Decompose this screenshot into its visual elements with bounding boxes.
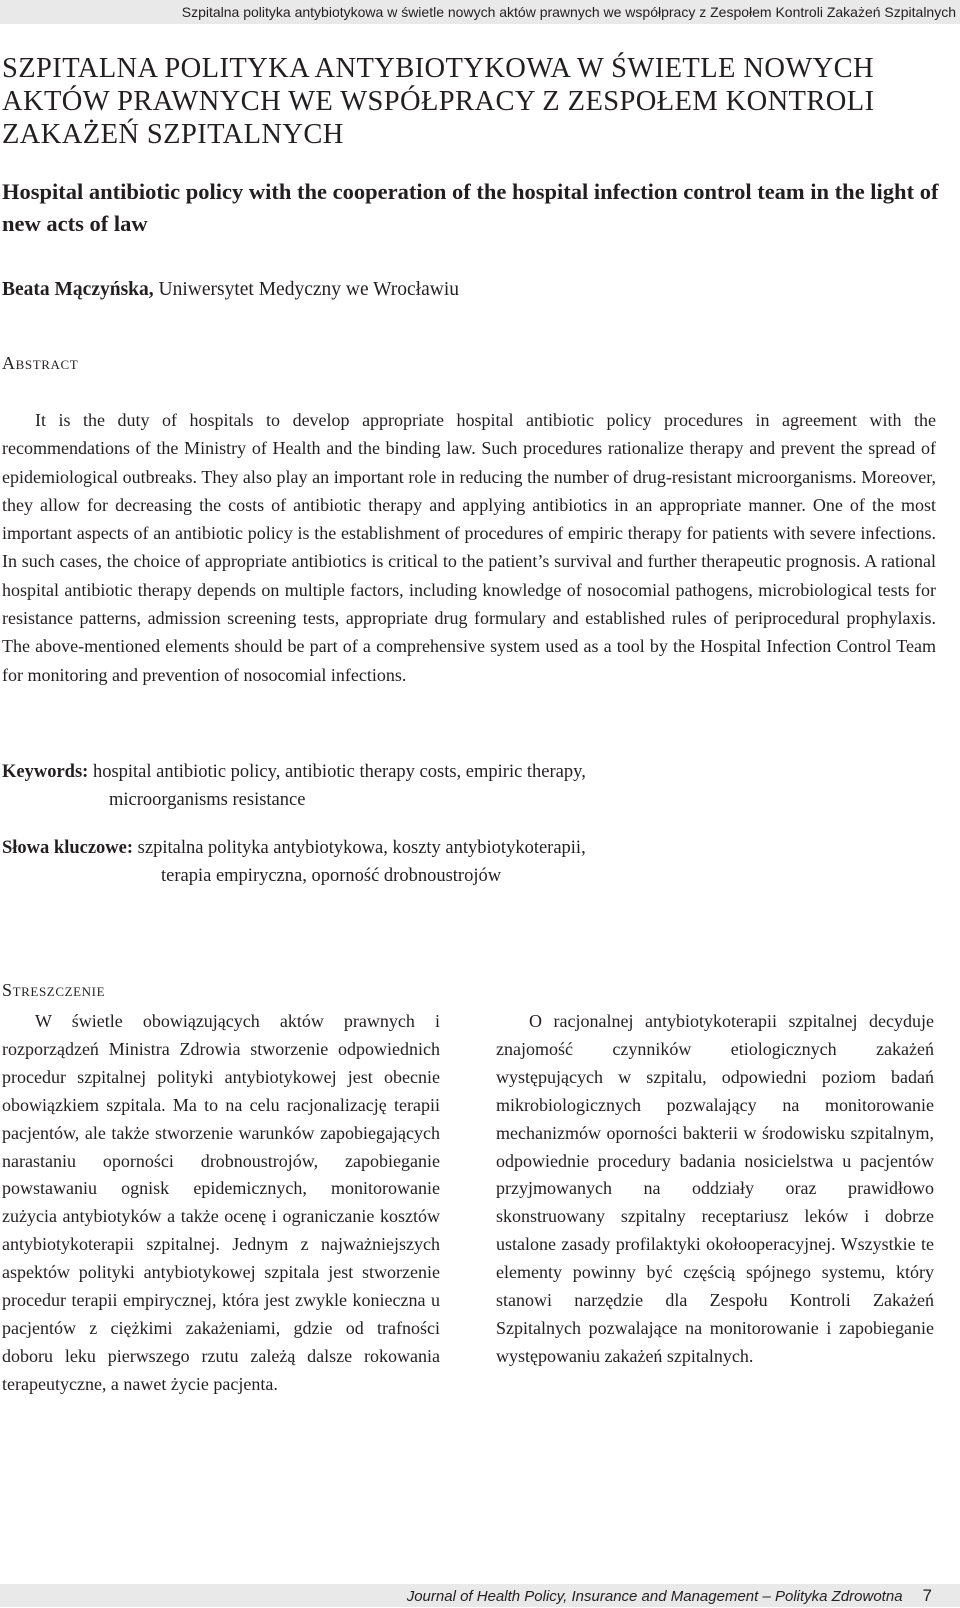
slowa-kluczowe-block bbox=[2, 834, 936, 890]
running-head: Szpitalna polityka antybiotykowa w świetle nowych aktów prawnych we współpracy z Zespołem Kontroli Zakażeń Szpitalnych bbox=[0, 0, 960, 24]
author-affiliation: Uniwersytet Medyczny we Wrocławiu bbox=[153, 279, 460, 300]
slowa-kluczowe-line-1: szpitalna polityka antybiotykowa, koszty antybiotykoterapii, bbox=[133, 838, 586, 858]
author-name: Beata Mączyńska, bbox=[2, 279, 154, 300]
article-title-en: Hospital antibiotic policy with the cooperation of the hospital infection control team in the light of new acts of law bbox=[2, 179, 939, 236]
keywords-block bbox=[2, 758, 936, 814]
abstract-text: It is the duty of hospitals to develop appropriate hospital antibiotic policy procedures in agreement with the recommendations of the Ministry of Health and the binding law. Such procedures rationalize therapy and prevent the spread of epidemiological outbreaks. They also play an important role in reducing the number of drug-resistant microorganisms. Moreover, they allow for decreasing the costs of antibiotic therapy and applying antibiotics in an appropriate manner. One of the most important aspects of an antibiotic policy is the establishment of procedures of empiric therapy for patients with severe infections. In such cases, the choice of appropriate antibiotics is critical to the patient’s survival and further therapeutic prognosis. A rational hospital antibiotic therapy depends on multiple factors, including knowledge of nosocomial pathogens, microbiological tests for resistance patterns, admission screening tests, appropriate drug formulary and established rules of periprocedural prophylaxis. The above-mentioned elements should be part of a comprehensive system used as a tool by the Hospital Infection Control Team for monitoring and prevention of nosocomial infections. bbox=[2, 410, 936, 685]
streszczenie-column-right: O racjonalnej antybiotykoterapii szpitalnej decyduje znajomość czynników etiologicznych zakażeń występujących w szpitalu, odpowiedni poziom badań mikrobiologicznych pozwalający na monitorowanie mechanizmów oporności bakterii w środowisku szpitalnym, odpowiednie procedury badania nosicielstwa u pacjentów przyjmowanych na oddziały oraz prawidłowo skonstruowany szpitalny receptariusz leków i dobrze ustalone zasady profilaktyki okołooperacyjnej. Wszystkie te elementy powinny być częścią spójnego systemu, który stanowi narzędzie dla Zespołu Kontroli Zakażeń Szpitalnych pozwalające na monitorowanie i zapobieganie występowaniu zakażeń szpitalnych. bbox=[496, 1011, 934, 1366]
abstract-heading: Abstract bbox=[2, 353, 79, 373]
slowa-kluczowe-label: Słowa kluczowe: bbox=[2, 838, 134, 858]
keywords-line-2: microorganisms resistance bbox=[109, 790, 306, 810]
author-line bbox=[2, 276, 942, 304]
slowa-kluczowe-line-2: terapia empiryczna, oporność drobnoustrojów bbox=[161, 866, 502, 886]
keywords-label: Keywords: bbox=[2, 762, 89, 782]
article-title-pl: SZPITALNA POLITYKA ANTYBIOTYKOWA W ŚWIETLE NOWYCH AKTÓW PRAWNYCH WE WSPÓŁPRACY Z ZESPOŁEM KONTROLI ZAKAŻEŃ SZPITALNYCH bbox=[2, 53, 875, 150]
footer-journal-name: Journal of Health Policy, Insurance and Management – Polityka Zdrowotna bbox=[406, 1588, 903, 1605]
page-number: 7 bbox=[922, 1586, 932, 1605]
streszczenie-column-left: W świetle obowiązujących aktów prawnych i rozporządzeń Ministra Zdrowia stworzenie odpowiednich procedur szpitalnej polityki antybiotykowej jest obecnie obowiązkiem szpitala. Ma to na celu racjonalizację terapii pacjentów, ale także stworzenie warunków zapobiegających narastaniu oporności drobnoustrojów, zapobieganie powstawaniu ognisk epidemicznych, monitorowanie zużycia antybiotyków a także ocenę i ograniczanie kosztów antybiotykoterapii szpitalnej. Jednym z najważniejszych aspektów polityki antybiotykowej szpitala jest stworzenie procedur terapii empirycznej, która jest zwykle konieczna u pacjentów z ciężkimi zakażeniami, gdzie od trafności doboru leku pierwszego rzutu zależą dalsze rokowania terapeutyczne, a nawet życie pacjenta. bbox=[2, 1011, 440, 1394]
streszczenie-heading: Streszczenie bbox=[2, 980, 106, 1000]
keywords-line-1: hospital antibiotic policy, antibiotic therapy costs, empiric therapy, bbox=[88, 762, 586, 782]
page-footer bbox=[0, 1584, 960, 1607]
